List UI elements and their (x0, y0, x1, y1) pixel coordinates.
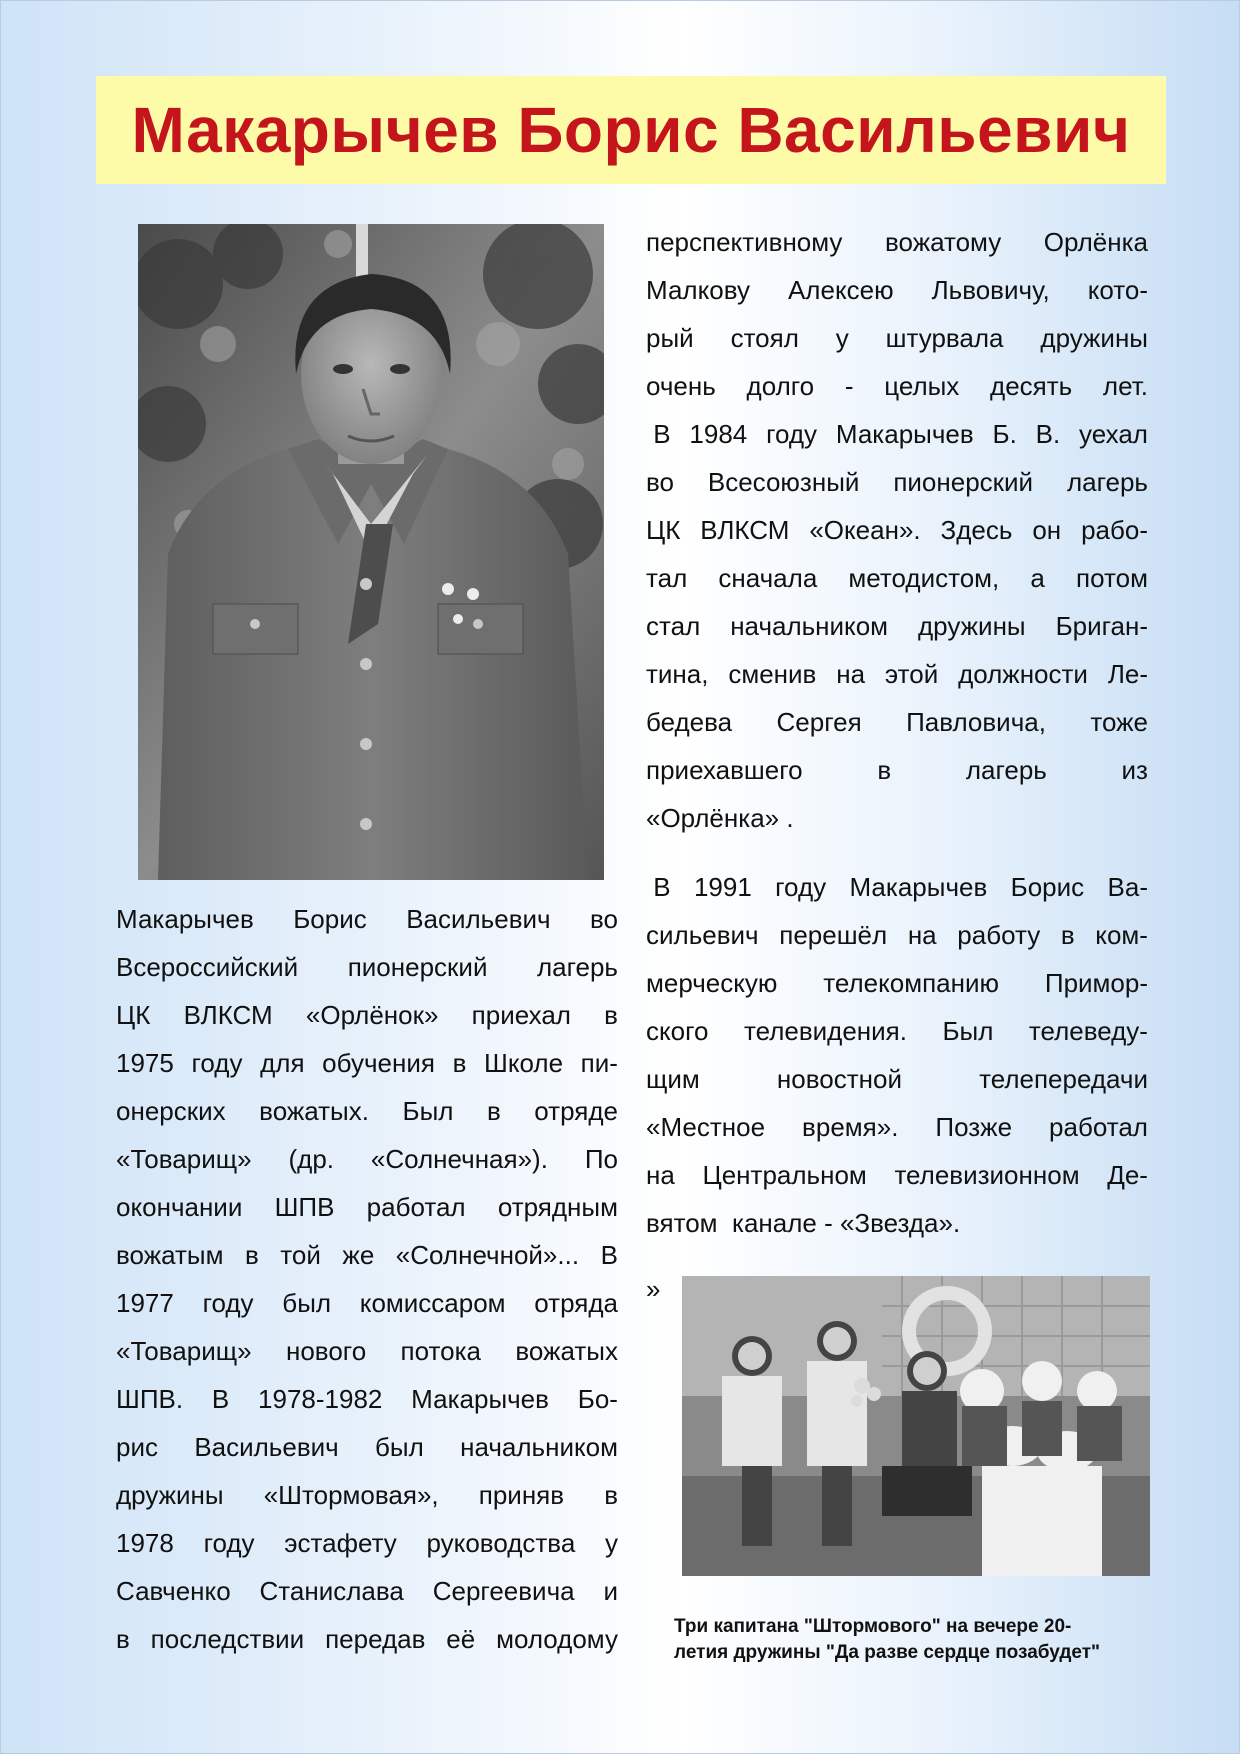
photo-caption: Три капитана "Штормового" на вечере 20- летия дружины "Да разве сердце позабудет" (674, 1616, 1101, 1663)
text-line: щим новостной телепередачи (646, 1064, 1148, 1094)
text-line: на Центральном телевизионном Де- (646, 1160, 1148, 1190)
text-line: бедева Сергея Павловича, тоже (646, 707, 1148, 737)
text-line: 1978 году эстафету руководства у (116, 1528, 618, 1558)
event-photo (682, 1276, 1150, 1576)
text-line: Савченко Станислава Сергеевича и (116, 1576, 618, 1606)
text-line: Макарычев Борис Васильевич во (116, 904, 618, 934)
portrait-image (138, 224, 604, 880)
text-line: В 1991 году Макарычев Борис Ва- (646, 872, 1148, 902)
text-line: ЦК ВЛКСМ «Океан». Здесь он рабо- (646, 515, 1148, 545)
text-line: приехавшего в лагерь из (646, 755, 1148, 785)
text-line: ского телевидения. Был телеведу- (646, 1016, 1148, 1046)
text-line: Всероссийский пионерский лагерь (116, 952, 618, 982)
stray-quote-mark: » (646, 1274, 661, 1304)
text-line: Малкову Алексею Львовичу, кото- (646, 275, 1148, 305)
portrait-photo (138, 224, 604, 880)
text-line: 1975 году для обучения в Школе пи- (116, 1048, 618, 1078)
text-line: ШПВ. В 1978-1982 Макарычев Бо- (116, 1384, 618, 1414)
text-line: тина, сменив на этой должности Ле- (646, 659, 1148, 689)
text-line: мерческую телекомпанию Примор- (646, 968, 1148, 998)
text-line: «Местное время». Позже работал (646, 1112, 1148, 1142)
text-line: во Всесоюзный пионерский лагерь (646, 467, 1148, 497)
text-line: «Товарищ» нового потока вожатых (116, 1336, 618, 1366)
text-line: дружины «Штормовая», приняв в (116, 1480, 618, 1510)
text-line: окончании ШПВ работал отрядным (116, 1192, 618, 1222)
text-line: рый стоял у штурвала дружины (646, 323, 1148, 353)
text-line: «Товарищ» (др. «Солнечная»). По (116, 1144, 618, 1174)
text-line: в последствии передав её молодому (116, 1624, 618, 1654)
text-line: стал начальником дружины Бриган- (646, 611, 1148, 641)
text-line: вожатым в той же «Солнечной»... В (116, 1240, 618, 1270)
text-line: тал сначала методистом, а потом (646, 563, 1148, 593)
text-line: онерских вожатых. Был в отряде (116, 1096, 618, 1126)
text-line: ЦК ВЛКСМ «Орлёнок» приехал в (116, 1000, 618, 1030)
text-line: рис Васильевич был начальником (116, 1432, 618, 1462)
page-title: Макарычев Борис Васильевич (131, 94, 1131, 166)
left-column-text (116, 895, 618, 1663)
text-line: сильевич перешёл на работу в ком- (646, 920, 1148, 950)
title-banner (96, 76, 1166, 184)
event-image (682, 1276, 1150, 1576)
text-line: 1977 году был комиссаром отряда (116, 1288, 618, 1318)
text-line: перспективному вожатому Орлёнка (646, 227, 1148, 257)
text-line: вятом канале - «Звезда». (646, 1208, 961, 1238)
right-column-text-bottom (646, 863, 1148, 1247)
text-line: В 1984 году Макарычев Б. В. уехал (646, 419, 1148, 449)
text-line: «Орлёнка» . (646, 803, 794, 833)
text-line: очень долго - целых десять лет. (646, 371, 1148, 401)
right-column-text-top (646, 218, 1148, 842)
